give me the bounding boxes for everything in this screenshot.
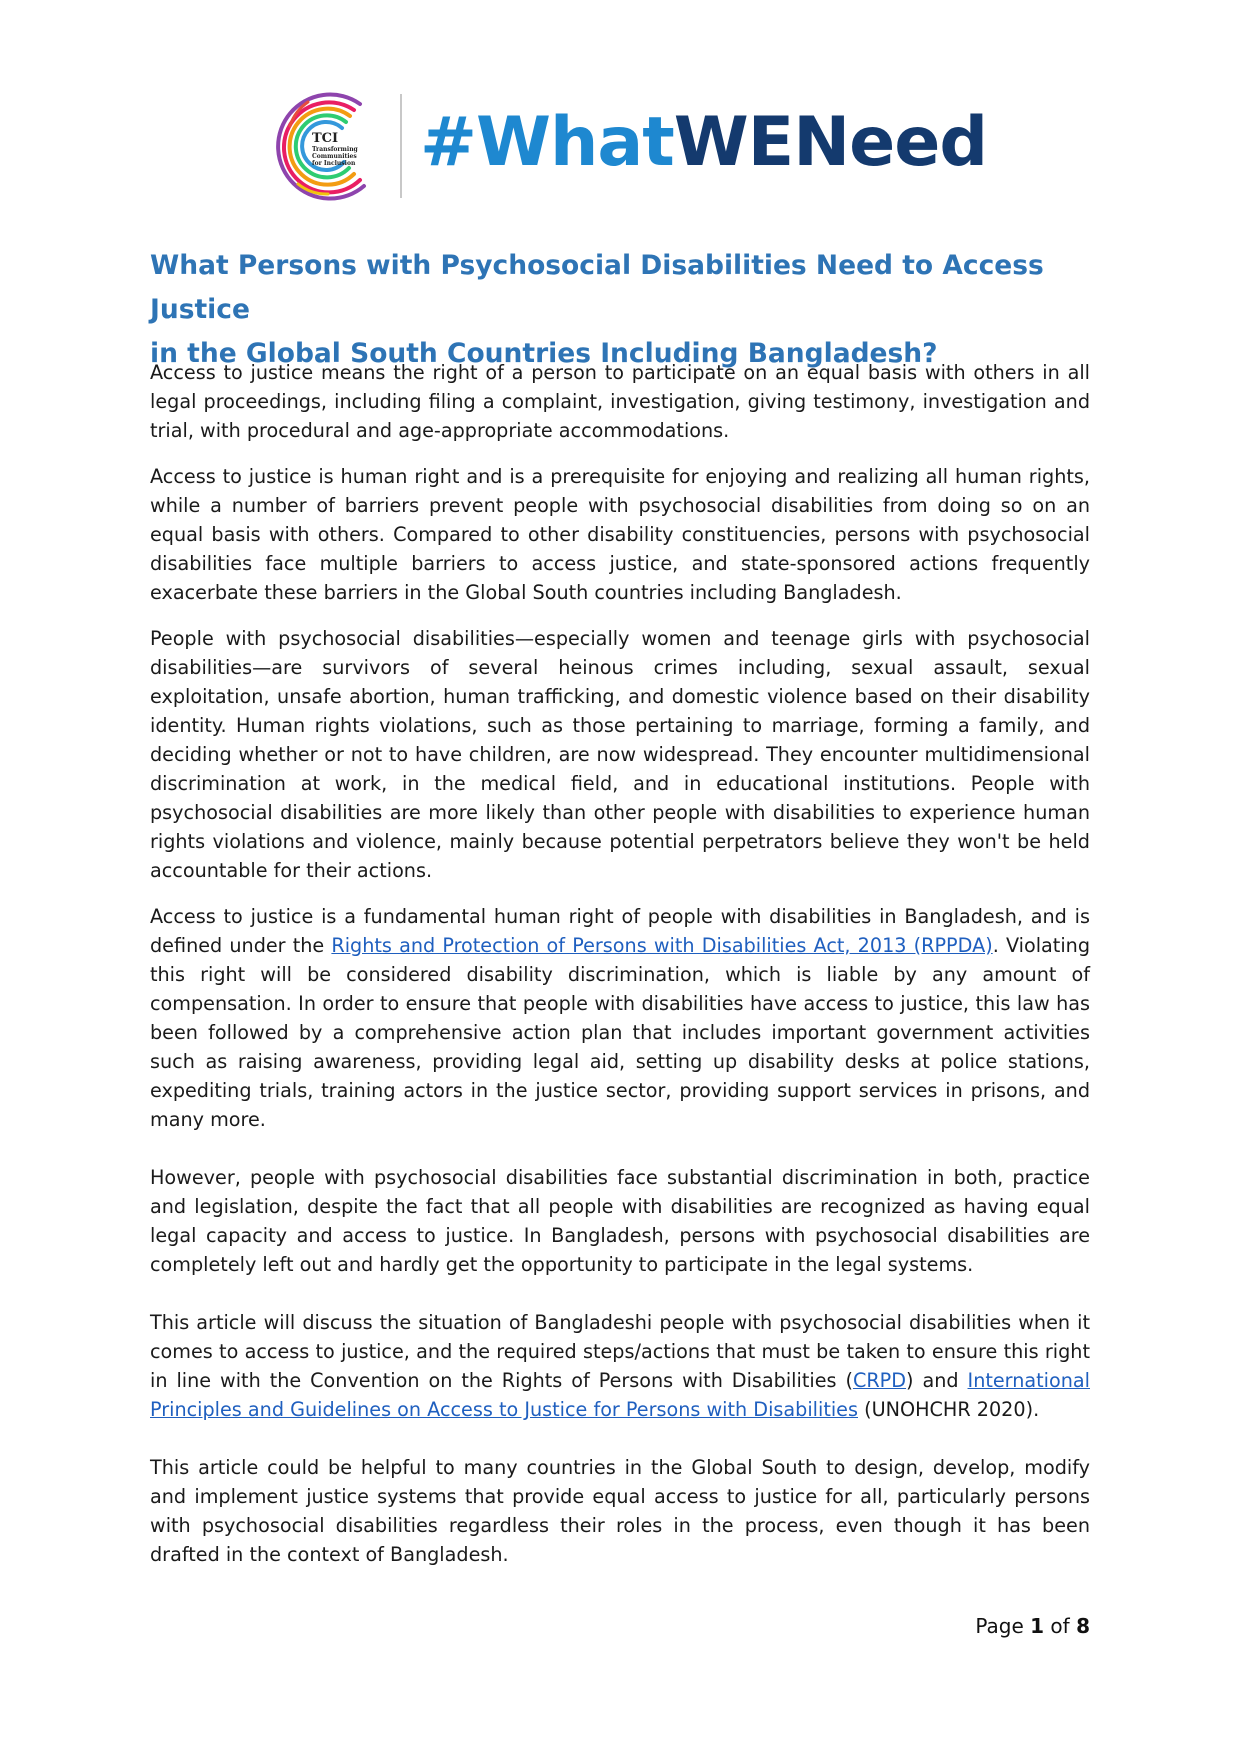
total-pages: 8 [1076, 1614, 1090, 1638]
paragraph-2: Access to justice is human right and is a prerequisite for enjoying and realizing all human rights, while a number of barriers prevent people with psychosocial disabilities from doing so on an equal basis with others. Compared to other disability constituencies, persons with psychosocial disabilities face multiple barriers to access justice, and state-sponsored actions frequently exacerbate these barriers in the Global South countries including Bangladesh. [150, 465, 1090, 604]
paragraph-4-text: Access to justice is a fundamental human right of people with disabilities in Bangladesh, and is defined under the [150, 905, 1090, 957]
international-principles-link[interactable]: International Principles and Guidelines on Access to Justice for Persons with Disabilities [150, 1369, 1090, 1421]
rppda-link[interactable]: Rights and Protection of Persons with Disabilities Act, 2013 (RPPDA) [331, 934, 993, 957]
hashtag-part-1: #What [420, 103, 674, 182]
paragraph-6-text: This article will discuss the situation of Bangladeshi people with psychosocial disabilities when it comes to access to justice, and the required steps/actions that must be taken to ensure this right in line with the Convention on the Rights of Persons with Disabilities ( [150, 1311, 1090, 1392]
paragraph-7: This article could be helpful to many countries in the Global South to design, develop, modify and implement justice systems that provide equal access to justice for all, particularly persons with psychosocial disabilities regardless their roles in the process, even though it has been drafted in the context of Bangladesh. [150, 1456, 1090, 1566]
logo-abbr: TCI [312, 131, 339, 146]
title-line-2: in the Global South Countries Including Bangladesh? [150, 338, 938, 369]
paragraph-6-text: (UNOHCHR 2020). [858, 1398, 1040, 1421]
paragraph-3: People with psychosocial disabilities—especially women and teenage girls with psychosocial disabilities—are survivors of several heinous crimes including, sexual assault, sexual exploitation, unsafe abortion, human trafficking, and domestic violence based on their disability identity. Human rights violations, such as those pertaining to marriage, forming a family, and deciding whether or not to have children, are now widespread. They encounter multidimensional discrimination at work, in the medical field, and in educational institutions. People with psychosocial disabilities are more likely than other people with disabilities to experience human rights violations and violence, mainly because potential perpetrators believe they won't be held accountable for their actions. [150, 627, 1090, 882]
logo-text [312, 132, 372, 167]
logo-sub-line: Communities [312, 153, 357, 160]
paragraph-1: Access to justice means the right of a person to participate on an equal basis with others in all legal proceedings, including filing a complaint, investigation, giving testimony, investigation and trial, with procedural and age-appropriate accommodations. [150, 361, 1090, 442]
hashtag-heading [420, 100, 987, 186]
paragraph-5: However, people with psychosocial disabilities face substantial discrimination in both, practice and legislation, despite the fact that all people with disabilities are recognized as having equal legal capacity and access to justice. In Bangladesh, persons with psychosocial disabilities are completely left out and hardly get the opportunity to participate in the legal systems. [150, 1166, 1090, 1276]
paragraph-6 [150, 1308, 1090, 1424]
article-title [150, 244, 1090, 376]
of-word: of [1044, 1614, 1077, 1638]
header [268, 86, 988, 206]
paragraph-4-text: . Violating this right will be considered disability discrimination, which is liable by any amount of compensation. In order to ensure that people with disabilities have access to justice, this law has been followed by a comprehensive action plan that includes important government activities such as raising awareness, providing legal aid, setting up disability desks at police stations, expediting trials, training actors in the justice sector, providing support services in prisons, and many more. [150, 934, 1091, 1131]
paragraph-4 [150, 902, 1090, 1134]
logo-sub-line: Transforming [312, 146, 358, 153]
current-page: 1 [1030, 1614, 1045, 1638]
logo-divider [400, 94, 402, 198]
article-body [150, 358, 1090, 1586]
title-line-1: What Persons with Psychosocial Disabilities Need to Access Justice [150, 250, 1044, 325]
page-word: Page [975, 1614, 1031, 1638]
hashtag-part-2: WENeed [673, 103, 988, 182]
page-number [975, 1614, 1090, 1638]
paragraph-6-text: ) and [906, 1369, 968, 1392]
crpd-link[interactable]: CRPD [852, 1369, 907, 1392]
logo-sub-line: for Inclusion [312, 160, 356, 167]
